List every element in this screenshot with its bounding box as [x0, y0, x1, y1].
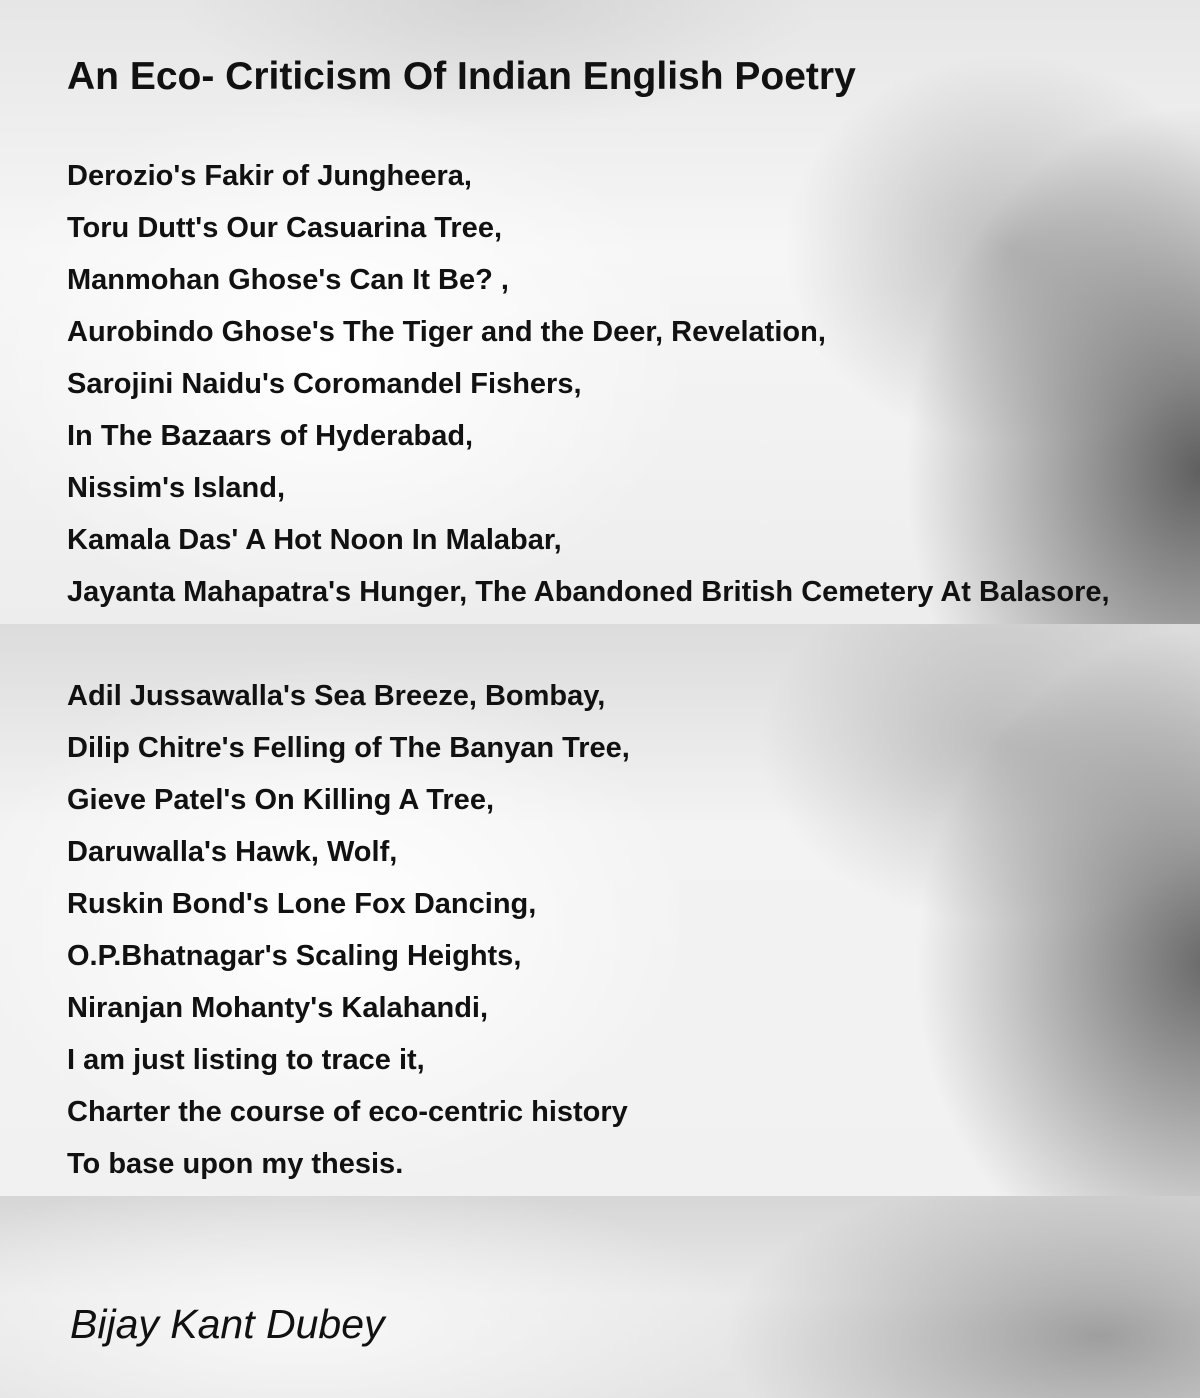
- poem-line: Jayanta Mahapatra's Hunger, The Abandoned British Cemetery At Balasore,: [67, 576, 1110, 608]
- poem-line: Kamala Das' A Hot Noon In Malabar,: [67, 524, 562, 556]
- poem-line: Charter the course of eco-centric history: [67, 1096, 628, 1128]
- poem-line: I am just listing to trace it,: [67, 1044, 425, 1076]
- poem-line: Ruskin Bond's Lone Fox Dancing,: [67, 888, 537, 920]
- poem-line: In The Bazaars of Hyderabad,: [67, 420, 474, 452]
- author-panel: [0, 1196, 1200, 1398]
- poem-title: An Eco- Criticism Of Indian English Poetry: [67, 55, 856, 98]
- poem-line: To base upon my thesis.: [67, 1148, 404, 1180]
- poem-line: Derozio's Fakir of Jungheera,: [67, 160, 472, 192]
- poem-line: Daruwalla's Hawk, Wolf,: [67, 836, 398, 868]
- poem-line: Toru Dutt's Our Casuarina Tree,: [67, 212, 502, 244]
- poem-line: O.P.Bhatnagar's Scaling Heights,: [67, 940, 522, 972]
- poem-line: Adil Jussawalla's Sea Breeze, Bombay,: [67, 680, 606, 712]
- poem-author: Bijay Kant Dubey: [70, 1301, 385, 1347]
- poem-line: Nissim's Island,: [67, 472, 286, 504]
- stanza-2: [67, 670, 630, 1190]
- poem-line: Sarojini Naidu's Coromandel Fishers,: [67, 368, 582, 400]
- poem-panel-top: [0, 0, 1200, 624]
- poem-line: Gieve Patel's On Killing A Tree,: [67, 784, 494, 816]
- poem-line: Dilip Chitre's Felling of The Banyan Tree,: [67, 732, 630, 764]
- poem-line: Manmohan Ghose's Can It Be? ,: [67, 264, 509, 296]
- poem-line: Aurobindo Ghose's The Tiger and the Deer, Revelation,: [67, 316, 826, 348]
- poem-panel-middle: [0, 624, 1200, 1196]
- poem-line: Niranjan Mohanty's Kalahandi,: [67, 992, 489, 1024]
- stanza-1: [67, 150, 1110, 618]
